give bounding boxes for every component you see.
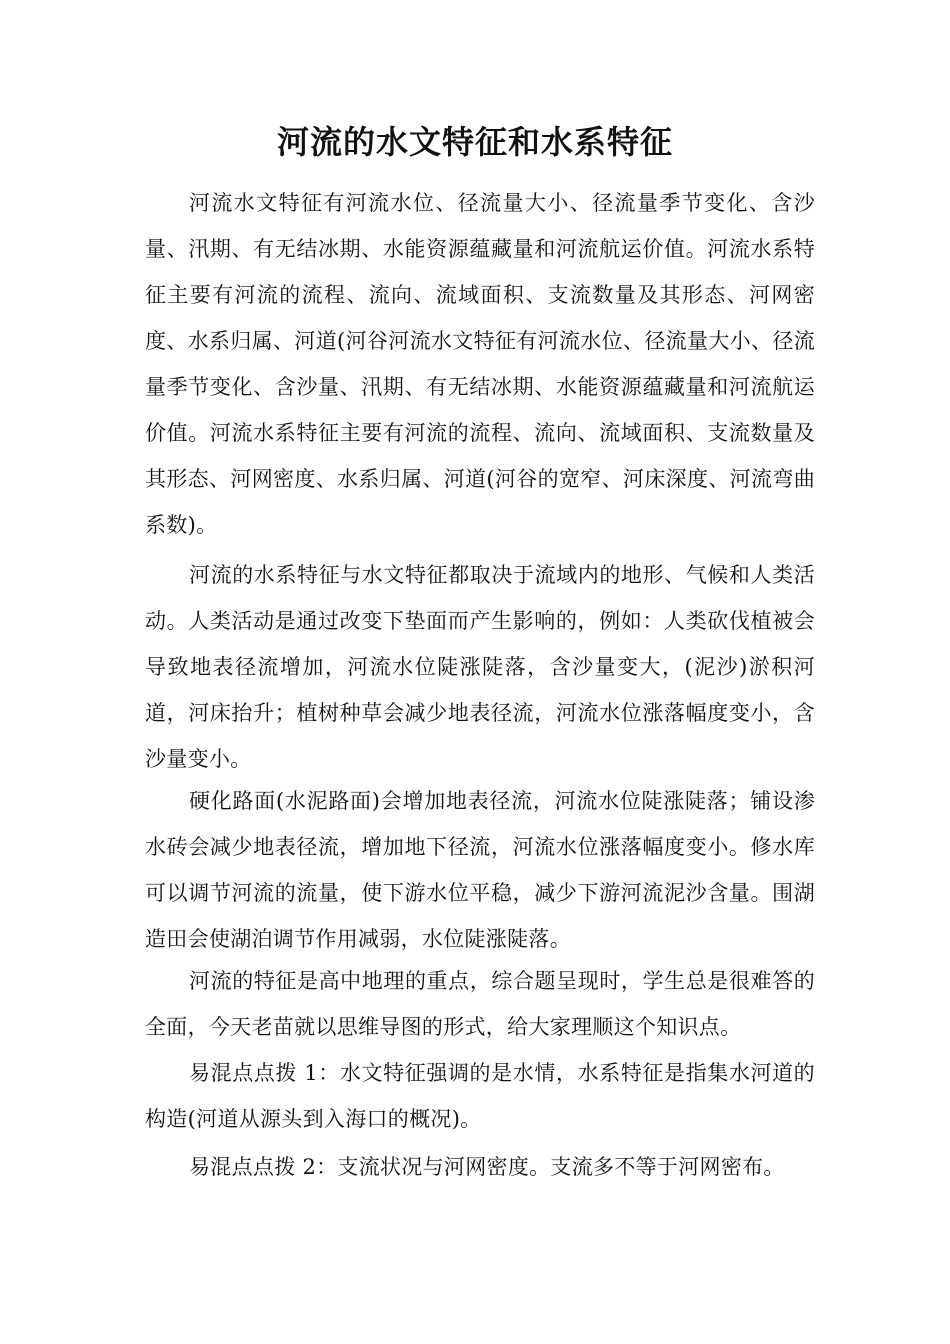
- paragraph-human-activity: 河流的水系特征与水文特征都取决于流域内的地形、气候和人类活动。人类活动是通过改变下垫面而产生影响的，例如：人类砍伐植被会导致地表径流增加，河流水位陡涨陡落，含沙量变大，(泥沙)淤积河道，河床抬升；植树种草会减少地表径流，河流水位涨落幅度变小，含沙量变小。: [145, 563, 815, 771]
- paragraph-tip-2: 易混点点拨 2：支流状况与河网密度。支流多不等于河网密布。: [189, 1155, 785, 1179]
- paragraph-mind-map-intro: 河流的特征是高中地理的重点，综合题呈现时，学生总是很难答的全面，今天老苗就以思维导图的形式，给大家理顺这个知识点。: [145, 969, 815, 1039]
- paragraph-hydrology-definition: 河流水文特征有河流水位、径流量大小、径流量季节变化、含沙量、汛期、有无结冰期、水能资源蕴藏量和河流航运价值。河流水系特征主要有河流的流程、流向、流域面积、支流数量及其形态、河网密度、水系归属、河道(河谷河流水文特征有河流水位、径流量大小、径流量季节变化、含沙量、汛期、有无结冰期、水能资源蕴藏量和河流航运价值。河流水系特征主要有河流的流程、流向、流域面积、支流数量及其形态、河网密度、水系归属、河道(河谷的宽窄、河床深度、河流弯曲系数)。: [145, 191, 815, 537]
- paragraph-surface-hardening: 硬化路面(水泥路面)会增加地表径流，河流水位陡涨陡落；铺设渗水砖会减少地表径流，增加地下径流，河流水位涨落幅度变小。修水库可以调节河流的流量，使下游水位平稳，减少下游河流泥沙含量。围湖造田会使湖泊调节作用减弱，水位陡涨陡落。: [145, 789, 815, 951]
- paragraph-tip-1: 易混点点拨 1：水文特征强调的是水情，水系特征是指集水河道的构造(河道从源头到入海口的概况)。: [145, 1061, 815, 1131]
- document-title: 河流的水文特征和水系特征: [276, 123, 673, 161]
